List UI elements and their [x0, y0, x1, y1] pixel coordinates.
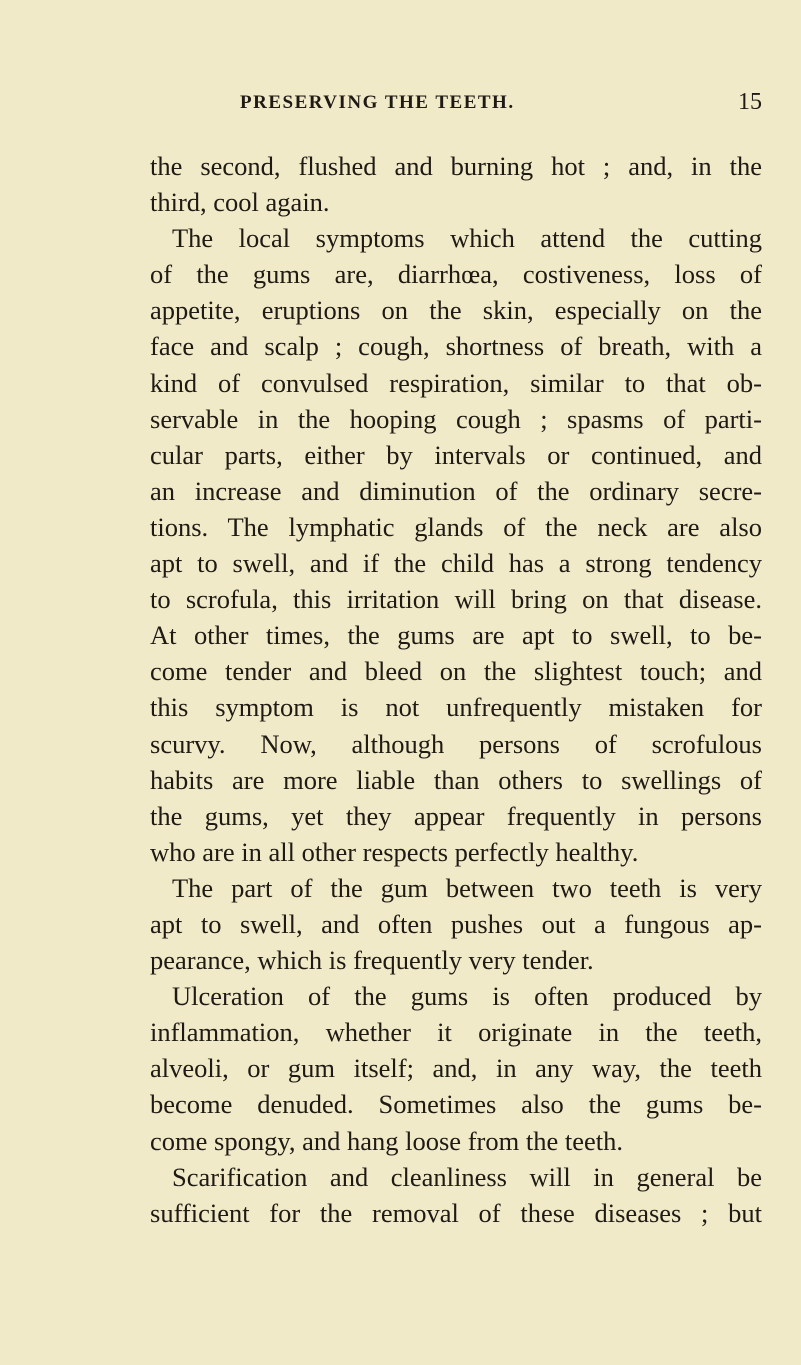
text-line: face and scalp ; cough, shortness of breath, with a [150, 331, 762, 362]
text-line: an increase and diminution of the ordinary secre- [150, 475, 762, 506]
text-line: of the gums are, diarrhœa, costiveness, loss of [150, 259, 762, 290]
text-line: scurvy. Now, although persons of scrofulous [150, 728, 762, 759]
running-head: PRESERVING THE TEETH. [240, 92, 515, 113]
page-number: 15 [738, 89, 762, 115]
text-line: The part of the gum between two teeth is very [172, 872, 762, 903]
body-text [150, 148, 762, 1231]
text-line: pearance, which is frequently very tender. [150, 945, 594, 976]
text-line: Ulceration of the gums is often produced by [172, 981, 762, 1012]
text-line: who are in all other respects perfectly healthy. [150, 836, 639, 867]
text-line: apt to swell, and often pushes out a fungous ap- [150, 908, 762, 939]
text-line: The local symptoms which attend the cutting [172, 223, 762, 254]
text-line: apt to swell, and if the child has a strong tendency [150, 548, 762, 579]
text-line: to scrofula, this irritation will bring on that disease. [150, 584, 762, 615]
text-line: alveoli, or gum itself; and, in any way, the teeth [150, 1053, 762, 1084]
text-line: the second, flushed and burning hot ; and, in the [150, 151, 762, 181]
text-line: Scarification and cleanliness will in general be [172, 1161, 762, 1192]
text-line: sufficient for the removal of these diseases ; but [150, 1197, 762, 1228]
text-line: inflammation, whether it originate in the teeth, [150, 1017, 762, 1048]
text-line: At other times, the gums are apt to swell, to be- [150, 620, 762, 651]
text-line: come tender and bleed on the slightest touch; and [150, 656, 762, 687]
text-line: third, cool again. [150, 187, 330, 218]
text-line: appetite, eruptions on the skin, especially on the [150, 295, 762, 326]
text-line: tions. The lymphatic glands of the neck are also [150, 511, 762, 542]
text-line: the gums, yet they appear frequently in persons [150, 800, 762, 831]
text-line: habits are more liable than others to swellings of [150, 764, 762, 795]
text-line: this symptom is not unfrequently mistaken for [150, 692, 762, 723]
page-header [240, 89, 762, 122]
text-line: come spongy, and hang loose from the teeth. [150, 1125, 623, 1156]
text-line: become denuded. Sometimes also the gums be- [150, 1089, 762, 1120]
text-line: cular parts, either by intervals or continued, and [150, 439, 762, 470]
text-line: servable in the hooping cough ; spasms of parti- [150, 403, 762, 434]
text-line: kind of convulsed respiration, similar to that ob- [150, 367, 762, 398]
